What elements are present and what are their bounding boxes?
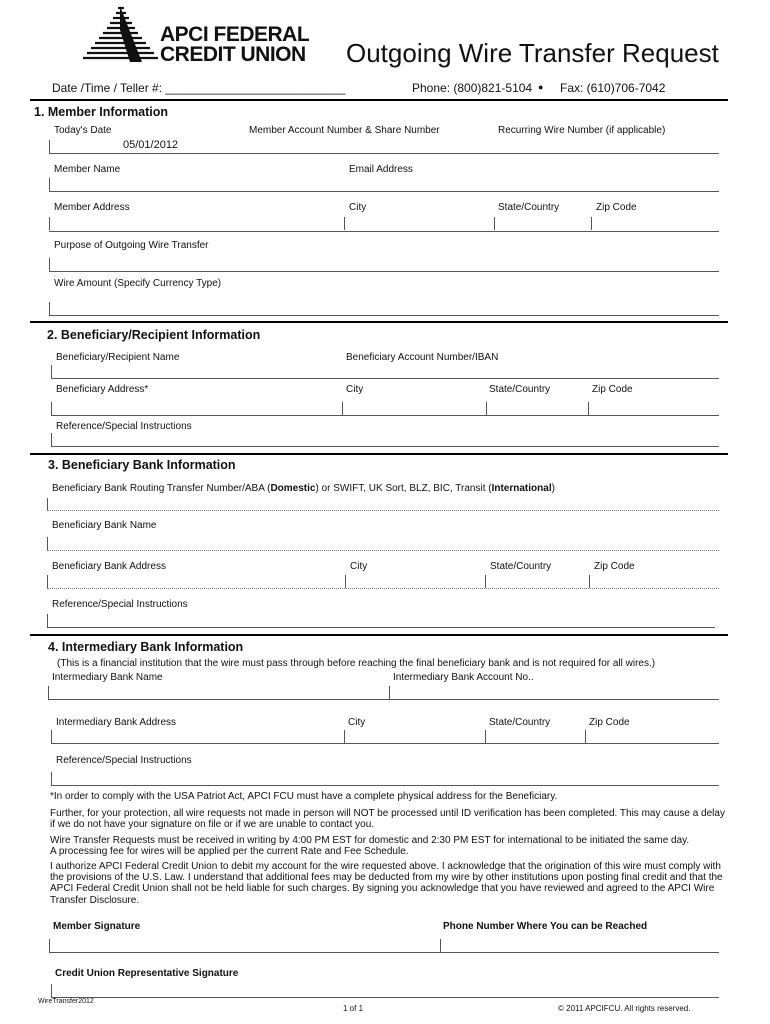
intermediary-address-label: Intermediary Bank Address	[56, 717, 177, 728]
beneficiary-zip-label: Zip Code	[592, 384, 633, 395]
field-tick	[486, 402, 487, 415]
intermediary-bank-name-label: Intermediary Bank Name	[52, 672, 163, 683]
field-tick	[47, 575, 48, 588]
beneficiary-reference-label: Reference/Special Instructions	[56, 421, 192, 432]
field-tick	[485, 730, 486, 743]
patriot-act-notice: *In order to comply with the USA Patriot Act, APCI FCU must have a complete physical address for the Beneficiary.	[50, 791, 558, 802]
field-tick	[51, 365, 52, 378]
date-time-teller-field[interactable]: Date /Time / Teller #: ___________________________	[52, 81, 346, 95]
phone-number: Phone: (800)821-5104	[412, 81, 533, 95]
beneficiary-name-label: Beneficiary/Recipient Name	[56, 352, 180, 363]
recurring-wire-label: Recurring Wire Number (if applicable)	[498, 125, 666, 136]
wire-amount-label: Wire Amount (Specify Currency Type)	[54, 278, 222, 289]
member-city-label: City	[349, 202, 367, 213]
section-divider	[30, 99, 728, 101]
logo-text-line1: APCI FEDERAL	[160, 23, 310, 46]
intermediary-address-underline[interactable]	[51, 743, 719, 744]
field-tick	[51, 433, 52, 446]
beneficiary-address-underline[interactable]	[51, 415, 719, 416]
fax-number: Fax: (610)706-7042	[560, 81, 666, 95]
todays-date-input[interactable]: 05/01/2012	[123, 139, 179, 151]
member-account-label: Member Account Number & Share Number	[249, 125, 440, 136]
copyright: © 2011 APCIFCU. All rights reserved.	[558, 1004, 691, 1013]
field-tick	[344, 730, 345, 743]
apci-logo-mark	[82, 4, 160, 64]
beneficiary-address-label: Beneficiary Address*	[56, 384, 149, 395]
bank-name-label: Beneficiary Bank Name	[52, 520, 157, 531]
field-tick	[51, 984, 52, 997]
field-tick	[48, 686, 49, 699]
field-tick	[440, 939, 441, 952]
field-tick	[49, 258, 50, 271]
intermediary-note: (This is a financial institution that the wire must pass through before reaching the final beneficiary bank and is not required for all wires.)	[57, 658, 656, 669]
routing-text-2: ) or SWIFT, UK Sort, BLZ, BIC, Transit (	[315, 483, 492, 494]
intermediary-state-label: State/Country	[489, 717, 551, 728]
field-tick	[49, 939, 50, 952]
purpose-underline[interactable]	[49, 271, 719, 272]
field-tick	[51, 772, 52, 785]
intermediary-reference-underline[interactable]	[51, 785, 719, 786]
bank-reference-underline[interactable]	[47, 627, 715, 628]
field-tick	[51, 730, 52, 743]
rep-signature-label: Credit Union Representative Signature	[55, 968, 239, 979]
field-tick	[589, 575, 590, 588]
authorization-text: I authorize APCI Federal Credit Union to debit my account for the wire requested above. I acknowledge that the origination of this wire must comply with the provisions of the U.S. Law. I understand that additional fees may be deducted from my wire by other institutions upon posting final credit and that the APCI Federal Credit Union shall not be held liable for such charges. By signing you acknowledge that you have reviewed and agreed to the APCI Wire Transfer Disclosure.	[50, 861, 723, 906]
routing-number-label	[52, 483, 555, 495]
todays-date-label: Today's Date	[54, 125, 112, 136]
bank-address-underline[interactable]	[47, 588, 719, 589]
section-divider	[30, 634, 728, 636]
row1-underline[interactable]	[49, 153, 719, 154]
intermediary-city-label: City	[348, 717, 366, 728]
bank-reference-label: Reference/Special Instructions	[52, 599, 188, 610]
field-tick	[591, 217, 592, 230]
form-id: WireTransfer2012	[38, 998, 94, 1005]
beneficiary-name-underline[interactable]	[51, 378, 719, 379]
section-4-heading: 4. Intermediary Bank Information	[48, 640, 244, 654]
bank-zip-label: Zip Code	[594, 561, 635, 572]
field-tick	[47, 537, 48, 550]
routing-text-1: Beneficiary Bank Routing Transfer Number/ABA (	[52, 483, 271, 494]
field-tick	[49, 178, 50, 191]
field-tick	[485, 575, 486, 588]
field-tick	[49, 302, 50, 315]
bank-name-underline[interactable]	[47, 550, 719, 551]
bullet-separator: ●	[538, 82, 544, 92]
member-state-label: State/Country	[498, 202, 560, 213]
field-tick	[389, 686, 390, 699]
beneficiary-reference-underline[interactable]	[51, 446, 719, 447]
purpose-label: Purpose of Outgoing Wire Transfer	[54, 240, 209, 251]
member-name-label: Member Name	[54, 164, 121, 175]
field-tick	[342, 402, 343, 415]
field-tick	[49, 140, 50, 153]
page-number: 1 of 1	[343, 1004, 364, 1013]
field-tick	[585, 730, 586, 743]
field-tick	[49, 217, 50, 230]
field-tick	[345, 575, 346, 588]
protection-notice: Further, for your protection, all wire requests not made in person will NOT be processed until ID verification has been completed. This may cause a delay if we do not have your signature on file or if we are unable to contact you.	[50, 808, 725, 831]
fee-notice: A processing fee for wires will be applied per the current Rate and Fee Schedule.	[50, 845, 409, 857]
field-tick	[588, 402, 589, 415]
member-address-underline[interactable]	[49, 231, 719, 232]
section-3-heading: 3. Beneficiary Bank Information	[48, 458, 236, 472]
beneficiary-state-label: State/Country	[489, 384, 551, 395]
beneficiary-account-label: Beneficiary Account Number/IBAN	[346, 352, 499, 363]
member-address-label: Member Address	[54, 202, 130, 213]
section-divider	[30, 453, 728, 455]
routing-text-3: )	[551, 483, 555, 494]
field-tick	[344, 217, 345, 230]
beneficiary-city-label: City	[346, 384, 364, 395]
member-signature-label: Member Signature	[53, 921, 141, 932]
bank-city-label: City	[350, 561, 368, 572]
wire-amount-underline[interactable]	[49, 315, 719, 316]
field-tick	[494, 217, 495, 230]
section-divider	[30, 321, 728, 323]
intermediary-account-label: Intermediary Bank Account No..	[393, 672, 534, 683]
member-signature-line[interactable]	[49, 952, 719, 953]
field-tick	[47, 614, 48, 627]
bank-state-label: State/Country	[490, 561, 552, 572]
notices-block	[50, 791, 730, 906]
routing-international: International	[491, 483, 552, 494]
deadline-notice: Wire Transfer Requests must be received in writing by 4:00 PM EST for domestic and 2:30 PM EST for international to be initiated the same day.	[50, 834, 690, 846]
section-2-heading: 2. Beneficiary/Recipient Information	[47, 328, 261, 342]
bank-address-label: Beneficiary Bank Address	[52, 561, 166, 572]
routing-domestic: Domestic	[270, 483, 316, 494]
intermediary-zip-label: Zip Code	[589, 717, 630, 728]
logo-text-line2: CREDIT UNION	[160, 43, 306, 66]
intermediary-bank-underline[interactable]	[48, 699, 719, 700]
rep-signature-line[interactable]	[51, 997, 719, 998]
routing-number-underline[interactable]	[47, 510, 719, 511]
member-name-underline[interactable]	[49, 191, 719, 192]
member-zip-label: Zip Code	[596, 202, 637, 213]
email-address-label: Email Address	[349, 164, 413, 175]
field-tick	[51, 402, 52, 415]
phone-reach-label: Phone Number Where You can be Reached	[443, 921, 648, 932]
intermediary-reference-label: Reference/Special Instructions	[56, 755, 192, 766]
form-title: Outgoing Wire Transfer Request	[346, 38, 719, 68]
section-1-heading: 1. Member Information	[34, 105, 169, 119]
